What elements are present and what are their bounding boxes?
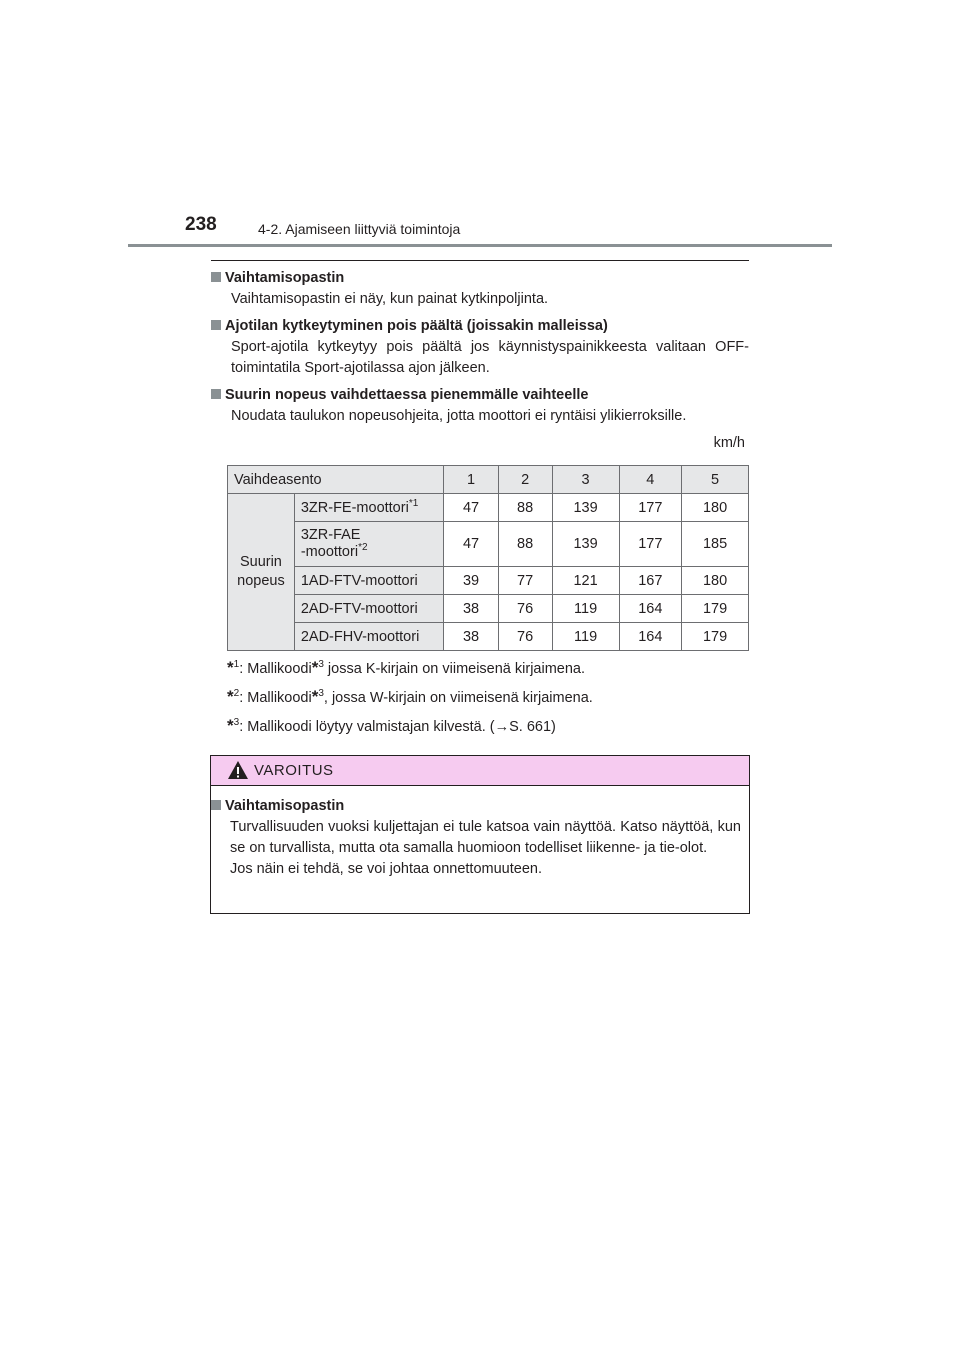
section-body: Vaihtamisopastin ei näy, kun painat kytkinpoljinta. (231, 291, 549, 307)
warning-box (210, 755, 750, 914)
speed-cell: 167 (619, 567, 682, 595)
warning-body (211, 786, 749, 880)
speed-cell: 47 (444, 522, 498, 567)
speed-cell: 164 (619, 595, 682, 623)
speed-cell: 164 (619, 623, 682, 651)
section-heading (211, 385, 749, 406)
section-max-speed (211, 385, 749, 427)
footnote-text: : Mallikoodi (239, 661, 312, 677)
footnote-text: jossa K-kirjain on viimeisenä kirjaimena. (323, 661, 586, 677)
table-row (228, 623, 749, 651)
table-row (228, 567, 749, 595)
engine-cell: 2AD-FHV-moottori (294, 623, 444, 651)
table-row (228, 595, 749, 623)
engine-name: -moottori (300, 544, 359, 560)
speed-cell: 39 (444, 567, 498, 595)
footnote-text: : Mallikoodi (239, 690, 312, 706)
bullet-square-icon (211, 389, 221, 399)
engine-cell: 1AD-FTV-moottori (294, 567, 444, 595)
footnote-number: 2 (233, 688, 240, 699)
footnote-3 (227, 716, 747, 737)
section-title: 4-2. Ajamiseen liittyviä toimintoja (258, 221, 461, 237)
page-number: 238 (185, 214, 217, 235)
max-speed-label-line: Suurin (239, 554, 282, 570)
footnote-star: * (227, 687, 234, 706)
bullet-square-icon (211, 272, 221, 282)
bullet-square-icon (211, 800, 221, 810)
section-heading-text: Suurin nopeus vaihdettaessa pienemmälle vaihteelle (225, 387, 589, 403)
speed-cell: 177 (619, 494, 682, 522)
max-speed-table (227, 465, 749, 651)
speed-cell: 180 (682, 494, 749, 522)
section-body: Sport-ajotila kytkeytyy pois päältä jos käynnistyspainikkeesta valitaan OFF-toimintatila Sport-ajotilassa ajon jälkeen. (231, 339, 749, 376)
footnote-ref: *1 (408, 497, 419, 509)
speed-cell: 77 (498, 567, 552, 595)
speed-cell: 179 (682, 595, 749, 623)
footnote-ref: 3 (318, 659, 324, 670)
max-speed-label-line: nopeus (237, 573, 285, 589)
section-heading (211, 268, 749, 289)
content-top-rule (211, 260, 749, 261)
table-header-row (228, 466, 749, 494)
warning-header (211, 756, 749, 786)
speed-cell: 76 (498, 595, 552, 623)
speed-cell: 76 (498, 623, 552, 651)
gear-header: 5 (682, 466, 749, 494)
speed-cell: 119 (552, 595, 619, 623)
header-rule (128, 244, 832, 247)
max-speed-label (228, 494, 295, 651)
footnotes (227, 658, 747, 745)
content-area (211, 268, 749, 454)
footnote-1 (227, 658, 747, 679)
section-shift-indicator (211, 268, 749, 310)
engine-cell (294, 494, 444, 522)
section-heading (211, 316, 749, 337)
warning-label: VAROITUS (254, 762, 334, 779)
warning-heading-text: Vaihtamisopastin (225, 798, 345, 814)
warning-heading (211, 796, 741, 817)
speed-cell: 88 (498, 522, 552, 567)
section-drive-mode (211, 316, 749, 379)
engine-name: 3ZR-FAE (300, 527, 361, 543)
footnote-2 (227, 687, 747, 708)
footnote-star: * (227, 658, 234, 677)
speed-cell: 180 (682, 567, 749, 595)
warning-text: Turvallisuuden vuoksi kuljettajan ei tule katsoa vain näyttöä. Katso näyttöä, kun se on turvallista, mutta ota samalla huomioon todelliset liikenne- ja tie-olot. (230, 819, 741, 856)
gear-header: 4 (619, 466, 682, 494)
speed-cell: 121 (552, 567, 619, 595)
footnote-number: 1 (233, 659, 240, 670)
speed-cell: 88 (498, 494, 552, 522)
warning-text: Jos näin ei tehdä, se voi johtaa onnettomuuteen. (230, 861, 542, 877)
engine-cell: 2AD-FTV-moottori (294, 595, 444, 623)
warning-triangle-icon (227, 760, 249, 785)
gear-header: 1 (444, 466, 498, 494)
speed-cell: 38 (444, 595, 498, 623)
speed-cell: 179 (682, 623, 749, 651)
section-heading-text: Ajotilan kytkeytyminen pois päältä (joissakin malleissa) (225, 318, 608, 334)
gear-position-header: Vaihdeasento (228, 466, 444, 494)
footnote-ref: 3 (318, 688, 324, 699)
table-unit: km/h (713, 435, 745, 451)
footnote-ref: *2 (358, 542, 368, 553)
footnote-star: * (311, 687, 319, 706)
speed-cell: 139 (552, 522, 619, 567)
speed-cell: 47 (444, 494, 498, 522)
gear-header: 2 (498, 466, 552, 494)
gear-header: 3 (552, 466, 619, 494)
footnote-text: : Mallikoodi löytyy valmistajan kilvestä. (→S. 661) (239, 719, 556, 735)
footnote-star: * (227, 716, 234, 735)
speed-cell: 119 (552, 623, 619, 651)
section-body: Noudata taulukon nopeusohjeita, jotta moottori ei ryntäisi ylikierroksille. (231, 408, 687, 424)
speed-cell: 139 (552, 494, 619, 522)
footnote-text: , jossa W-kirjain on viimeisenä kirjaimena. (323, 690, 593, 706)
engine-cell (294, 522, 444, 567)
bullet-square-icon (211, 320, 221, 330)
speed-cell: 38 (444, 623, 498, 651)
engine-name: 3ZR-FE-moottori (300, 499, 409, 516)
speed-cell: 177 (619, 522, 682, 567)
table-row (228, 494, 749, 522)
footnote-number: 3 (233, 717, 240, 728)
speed-cell: 185 (682, 522, 749, 567)
table-row (228, 522, 749, 567)
section-heading-text: Vaihtamisopastin (225, 270, 345, 286)
footnote-star: * (311, 658, 319, 677)
